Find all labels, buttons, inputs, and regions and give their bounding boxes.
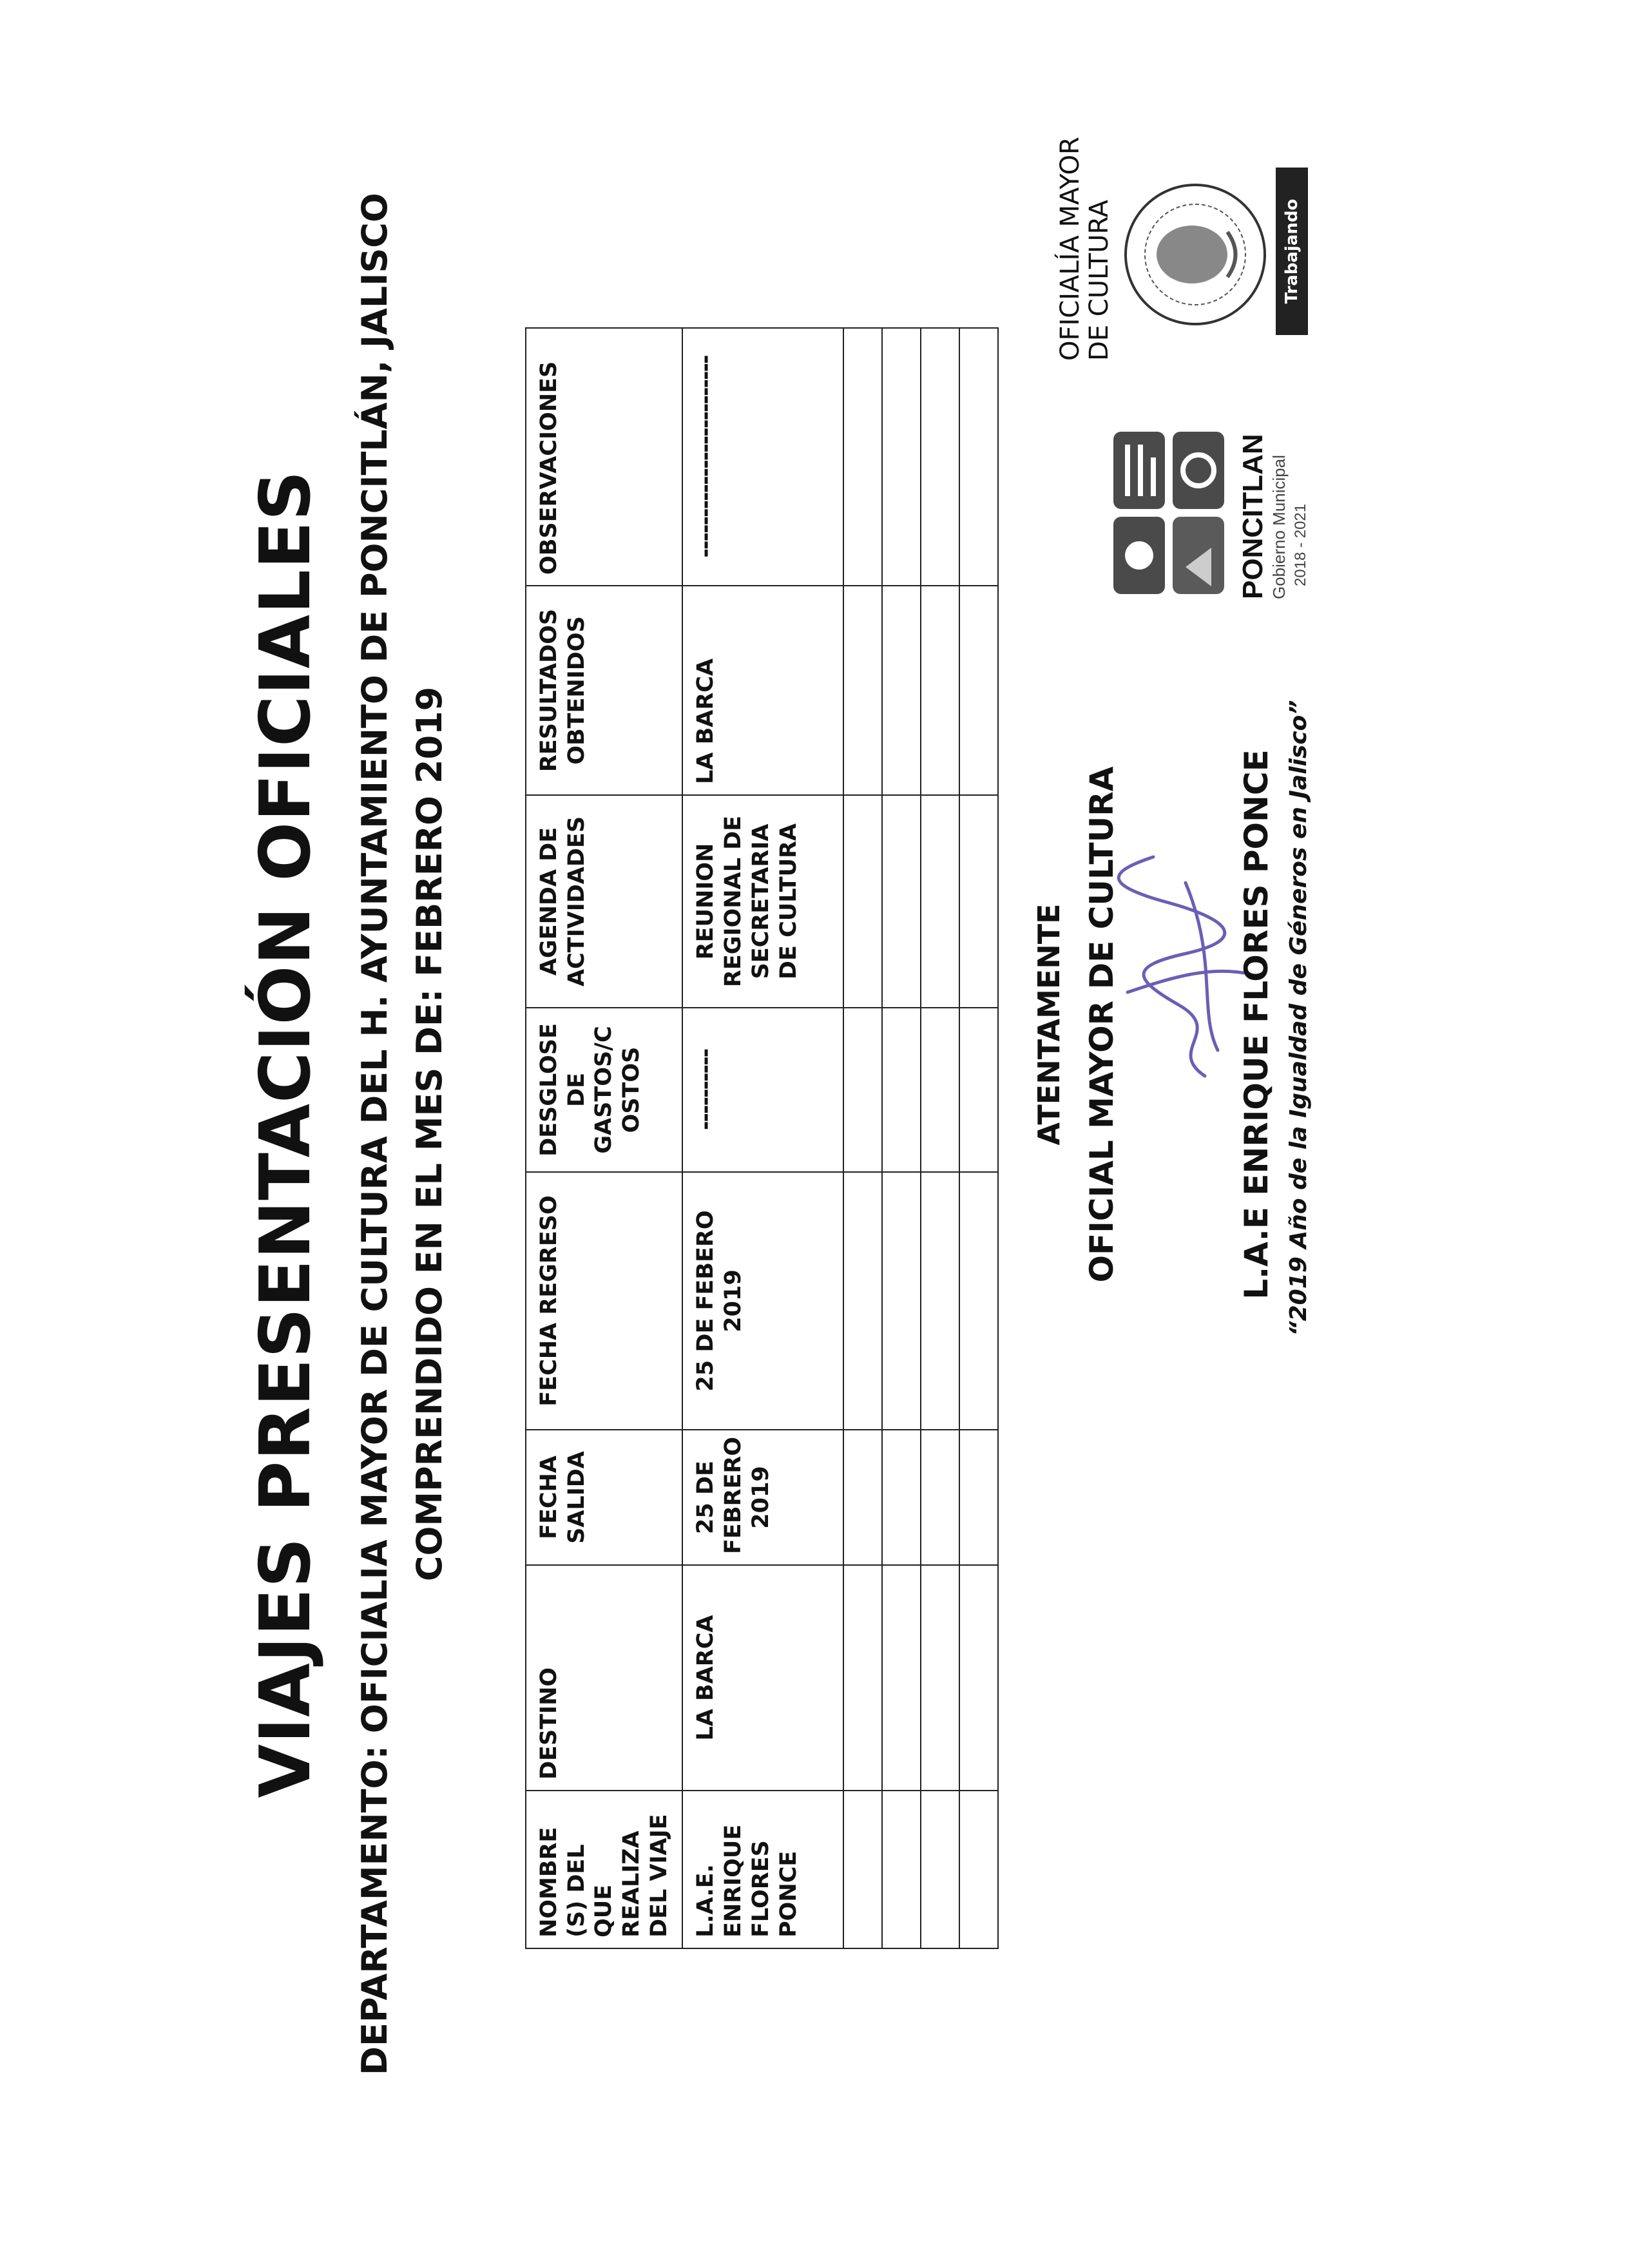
cell-fecha-salida: 25 DE FEBRERO 2019 — [682, 1430, 843, 1565]
header-fecha-salida: FECHA SALIDA — [526, 1430, 682, 1565]
cell-observaciones: ------------------------- — [682, 328, 843, 586]
header-resultados: RESULTADOS OBTENIDOS — [526, 586, 682, 795]
header-destino: DESTINO — [526, 1565, 682, 1791]
header-nombre: NOMBRE (S) DEL QUE REALIZA DEL VIAJE — [526, 1791, 682, 1948]
table-row — [959, 328, 998, 1948]
logo-line2: 2018 - 2021 — [1292, 503, 1309, 586]
logo-name: PONCITLAN — [1237, 434, 1269, 599]
signer-name: L.A.E ENRIQUE FLORES PONCE — [1238, 749, 1275, 1300]
seal-banner: Trabajando — [1276, 168, 1308, 335]
seal-line2: DE CULTURA — [1084, 199, 1114, 361]
slogan-text: “2019 Año de la Igualdad de Géneros en Jalisco” — [1285, 700, 1312, 1336]
header-fecha-regreso: FECHA REGRESO — [526, 1172, 682, 1430]
official-seal — [1057, 129, 1327, 361]
closing-position: OFICIAL MAYOR DE CULTURA — [1083, 766, 1120, 1283]
period-line: COMPRENDIDO EN EL MES DE: FEBRERO 2019 — [409, 686, 450, 1582]
table-row — [882, 328, 921, 1948]
table-header-row — [526, 328, 682, 1948]
table-row — [843, 328, 882, 1948]
cell-desglose: ---------- — [682, 1008, 843, 1172]
header-observaciones: OBSERVACIONES — [526, 328, 682, 586]
cell-destino: LA BARCA — [682, 1565, 843, 1791]
eagle-emblem-icon — [1121, 180, 1269, 329]
cell-agenda: REUNION REGIONAL DE SECRETARIA DE CULTURA — [682, 795, 843, 1008]
page-title: VIAJES PRESENTACIÓN OFICIALES — [245, 470, 326, 1798]
seal-line1: OFICIALÍA MAYOR — [1055, 137, 1085, 361]
table-row — [921, 328, 959, 1948]
cell-resultados: LA BARCA — [682, 586, 843, 795]
closing-greeting: ATENTAMENTE — [1032, 903, 1066, 1146]
cell-fecha-regreso: 25 DE FEBERO 2019 — [682, 1172, 843, 1430]
table-row — [682, 328, 843, 1948]
header-desglose: DESGLOSE DE GASTOS/C OSTOS — [526, 1008, 682, 1172]
header-agenda: AGENDA DE ACTIVIDADES — [526, 795, 682, 1008]
signature-scribble — [1089, 844, 1256, 1089]
poncitlan-logo-icon — [1108, 425, 1231, 599]
cell-nombre: L.A.E. ENRIQUE FLORES PONCE — [682, 1791, 843, 1948]
logo-line1: Gobierno Municipal — [1269, 454, 1289, 599]
travel-table — [525, 327, 999, 1949]
department-line: DEPARTAMENTO: OFICIALIA MAYOR DE CULTURA DEL H. AYUNTAMIENTO DE PONCITLÁN, JALISCO — [354, 193, 395, 2075]
